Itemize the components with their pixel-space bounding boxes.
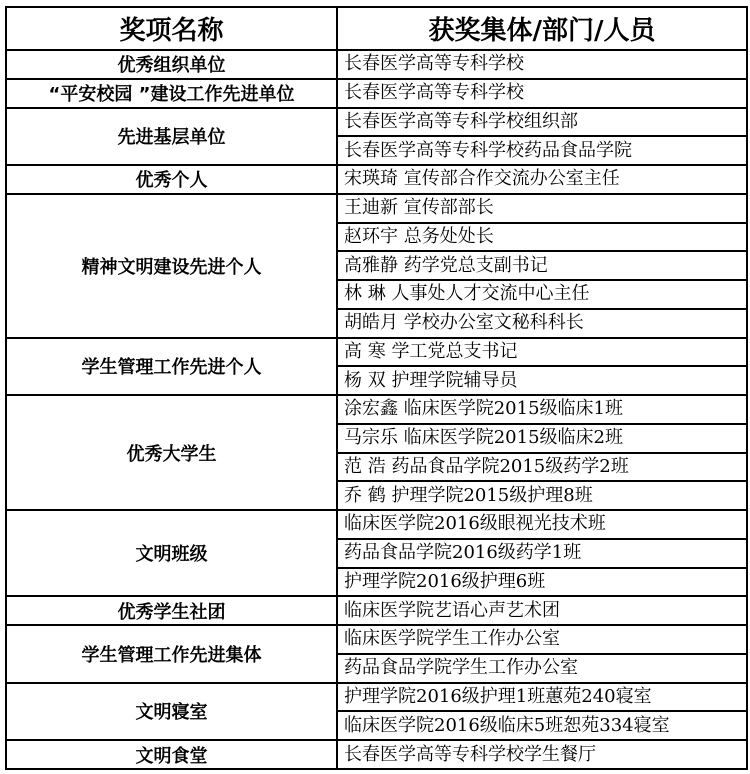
recipient-cell: 长春医学高等专科学校学生餐厅 [337,740,747,769]
recipient-cell: 长春医学高等专科学校组织部 [337,108,747,137]
recipient-cell: 胡皓月 学校办公室文秘科科长 [337,309,747,338]
recipient-cell: 涂宏鑫 临床医学院2015级临床1班 [337,395,747,424]
table-row [6,740,747,769]
recipient-cell: 马宗乐 临床医学院2015级临床2班 [337,424,747,453]
recipient-cell: 乔 鹤 护理学院2015级护理8班 [337,481,747,510]
table-row [6,625,747,654]
recipient-cell: 临床医学院学生工作办公室 [337,625,747,654]
award-name-cell: 文明寝室 [6,683,337,741]
award-name-cell: 学生管理工作先进个人 [6,338,337,396]
awards-table [5,6,748,770]
recipient-cell: 药品食品学院2016级药学1班 [337,539,747,568]
award-name-cell: 先进基层单位 [6,108,337,166]
award-name-cell: 文明班级 [6,510,337,596]
table-row [6,596,747,625]
award-name-cell: 精神文明建设先进个人 [6,194,337,338]
recipient-cell: 长春医学高等专科学校药品食品学院 [337,136,747,165]
recipient-cell: 长春医学高等专科学校 [337,50,747,79]
recipient-cell: 高 寒 学工党总支书记 [337,338,747,367]
table-row [6,108,747,137]
award-name-cell: 优秀组织单位 [6,50,337,79]
award-name-cell: 文明食堂 [6,740,337,769]
recipient-cell: 杨 双 护理学院辅导员 [337,366,747,395]
recipient-cell: 高雅静 药学党总支副书记 [337,251,747,280]
table-row [6,683,747,712]
recipient-cell: 护理学院2016级护理6班 [337,568,747,597]
table-row [6,50,747,79]
recipient-cell: 林 琳 人事处人才交流中心主任 [337,280,747,309]
table-row [6,510,747,539]
header-recipient: 获奖集体/部门/人员 [337,7,747,50]
recipient-cell: 王迪新 宣传部部长 [337,194,747,223]
table-row [6,194,747,223]
recipient-cell: 宋瑛琦 宣传部合作交流办公室主任 [337,165,747,194]
header-award-name: 奖项名称 [6,7,337,50]
award-name-cell: 优秀个人 [6,165,337,194]
table-row [6,165,747,194]
table-row [6,338,747,367]
award-name-cell: 优秀大学生 [6,395,337,510]
table-row [6,79,747,108]
award-name-cell: 优秀学生社团 [6,596,337,625]
recipient-cell: 临床医学院艺语心声艺术团 [337,596,747,625]
table-row [6,395,747,424]
recipient-cell: 范 浩 药品食品学院2015级药学2班 [337,453,747,482]
recipient-cell: 临床医学院2016级眼视光技术班 [337,510,747,539]
awards-body [6,50,747,769]
award-name-cell: 学生管理工作先进集体 [6,625,337,683]
recipient-cell: 药品食品学院学生工作办公室 [337,654,747,683]
recipient-cell: 护理学院2016级护理1班蕙苑240寝室 [337,683,747,712]
recipient-cell: 赵环宇 总务处处长 [337,223,747,252]
header-row [6,7,747,50]
recipient-cell: 临床医学院2016级临床5班恕苑334寝室 [337,711,747,740]
award-name-cell: “平安校园 ”建设工作先进单位 [6,79,337,108]
recipient-cell: 长春医学高等专科学校 [337,79,747,108]
